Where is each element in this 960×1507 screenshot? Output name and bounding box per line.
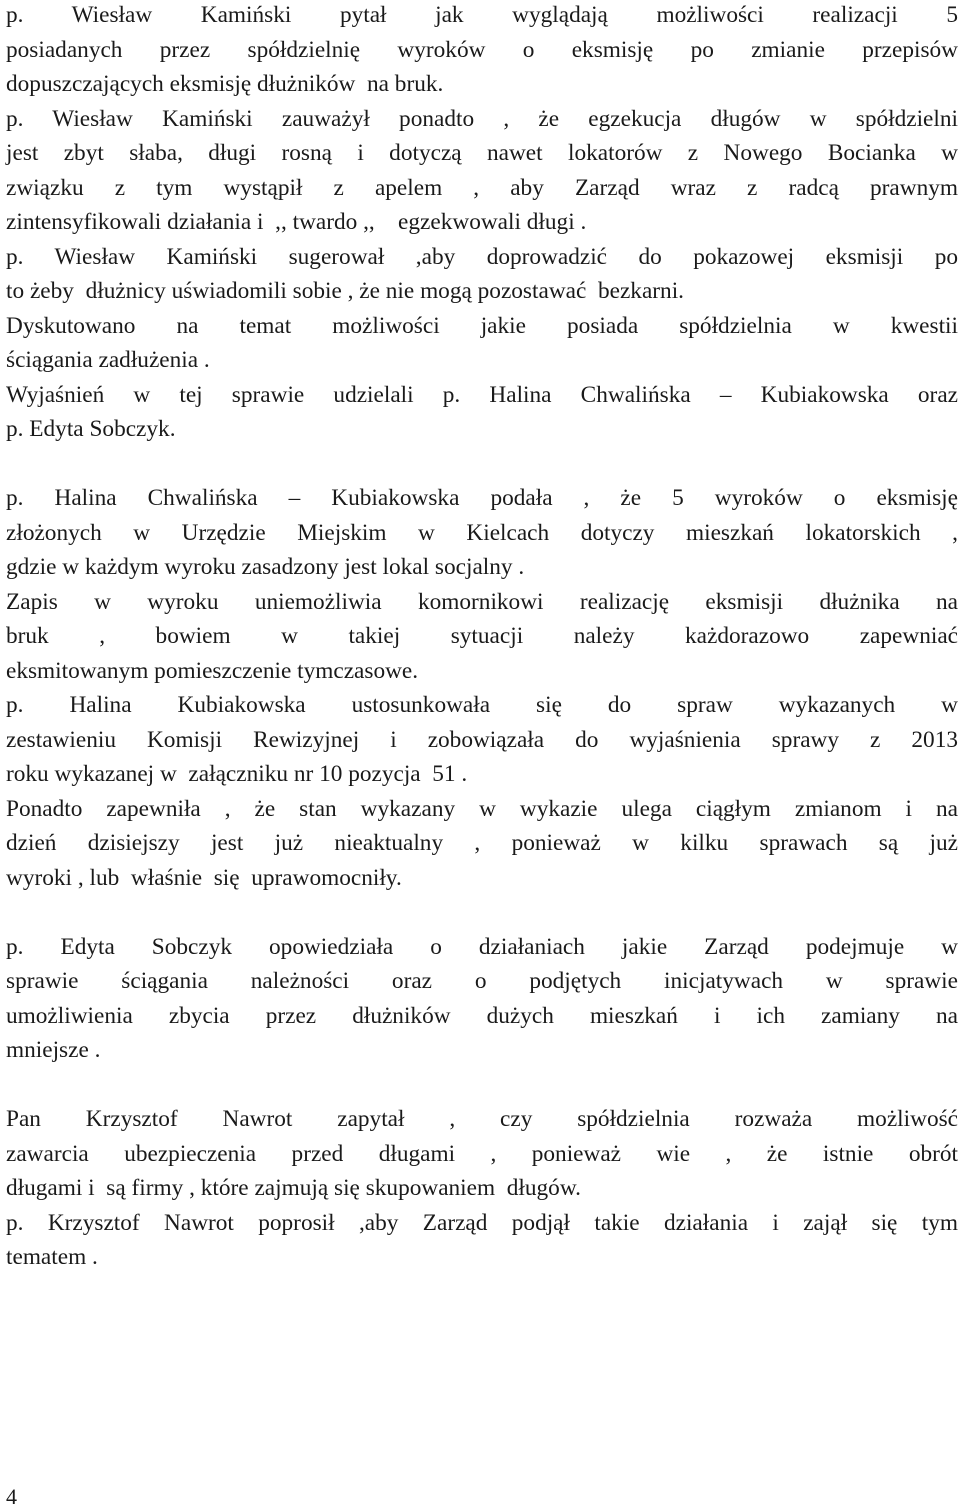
text-line: Ponadto zapewniła , że stan wykazany w wykazie ulega ciągłym zmianom i na (6, 795, 958, 822)
page-number: 4 (6, 1484, 17, 1507)
text-line: sprawie ściągania należności oraz o podjętych inicjatywach w sprawie (6, 968, 958, 994)
text-line: p. Krzysztof Nawrot poprosił ,aby Zarząd podjął takie działania i zajął się tym (6, 1209, 958, 1236)
text-line: związku z tym wystąpił z apelem , aby Zarząd wraz z radcą prawnym (6, 174, 958, 201)
text-line: to żeby dłużnicy uświadomili sobie , że nie mogą pozostawać bezkarni. (6, 278, 684, 304)
text-line: Wyjaśnień w tej sprawie udzielali p. Halina Chwalińska – Kubiakowska oraz (6, 381, 958, 408)
text-line: dzień dzisiejszy jest już nieaktualny , ponieważ w kilku sprawach są już (6, 830, 958, 856)
text-line: zintensyfikowali działania i ,, twardo ,, egzekwowali długi . (6, 209, 587, 235)
text-line: p. Wiesław Kamiński sugerował ,aby doprowadzić do pokazowej eksmisji po (6, 243, 958, 270)
text-line: p. Halina Chwalińska – Kubiakowska podała , że 5 wyroków o eksmisję (6, 485, 958, 511)
text-line: wyroki , lub właśnie się uprawomocniły. (6, 864, 402, 891)
text-line: ściągania zadłużenia . (6, 347, 210, 373)
text-line: bruk , bowiem w takiej sytuacji należy każdorazowo zapewniać (6, 623, 958, 649)
text-line: Pan Krzysztof Nawrot zapytał , czy spółdzielnia rozważa możliwość (6, 1106, 958, 1132)
text-line: tematem . (6, 1244, 98, 1270)
text-line (6, 895, 958, 930)
text-line: długami i są firmy , które zajmują się skupowaniem długów. (6, 1175, 581, 1201)
text-line: gdzie w każdym wyroku zasadzony jest lokal socjalny . (6, 554, 525, 580)
text-line: złożonych w Urzędzie Miejskim w Kielcach dotyczy mieszkań lokatorskich , (6, 519, 958, 546)
text-line (6, 447, 958, 482)
text-line: dopuszczających eksmisję dłużników na bruk. (6, 71, 444, 97)
text-line: Dyskutowano na temat możliwości jakie posiada spółdzielnia w kwestii (6, 312, 958, 339)
text-line: umożliwienia zbycia przez dłużników dużych mieszkań i ich zamiany na (6, 1002, 958, 1029)
document-body (6, 0, 958, 1275)
text-line: eksmitowanym pomieszczenie tymczasowe. (6, 657, 419, 684)
text-line: mniejsze . (6, 1037, 101, 1063)
text-line: jest zbyt słaba, długi rosną i dotyczą nawet lokatorów z Nowego Bocianka w (6, 140, 958, 166)
text-line: zawarcia ubezpieczenia przed długami , ponieważ wie , że istnie obrót (6, 1140, 958, 1167)
text-line (6, 1068, 958, 1103)
text-line: p. Wiesław Kamiński pytał jak wyglądają możliwości realizacji 5 (6, 2, 958, 28)
text-line: roku wykazanej w załączniku nr 10 pozycja 51 . (6, 761, 468, 787)
text-line: p. Wiesław Kamiński zauważył ponadto , że egzekucja długów w spółdzielni (6, 105, 958, 132)
text-line: posiadanych przez spółdzielnię wyroków o eksmisję po zmianie przepisów (6, 36, 958, 63)
text-line: p. Halina Kubiakowska ustosunkowała się do spraw wykazanych w (6, 692, 958, 718)
text-line: Zapis w wyroku uniemożliwia komornikowi realizację eksmisji dłużnika na (6, 588, 958, 615)
text-line: zestawieniu Komisji Rewizyjnej i zobowiązała do wyjaśnienia sprawy z 2013 (6, 726, 958, 753)
text-line: p. Edyta Sobczyk. (6, 416, 176, 442)
text-line: p. Edyta Sobczyk opowiedziała o działaniach jakie Zarząd podejmuje w (6, 933, 958, 960)
